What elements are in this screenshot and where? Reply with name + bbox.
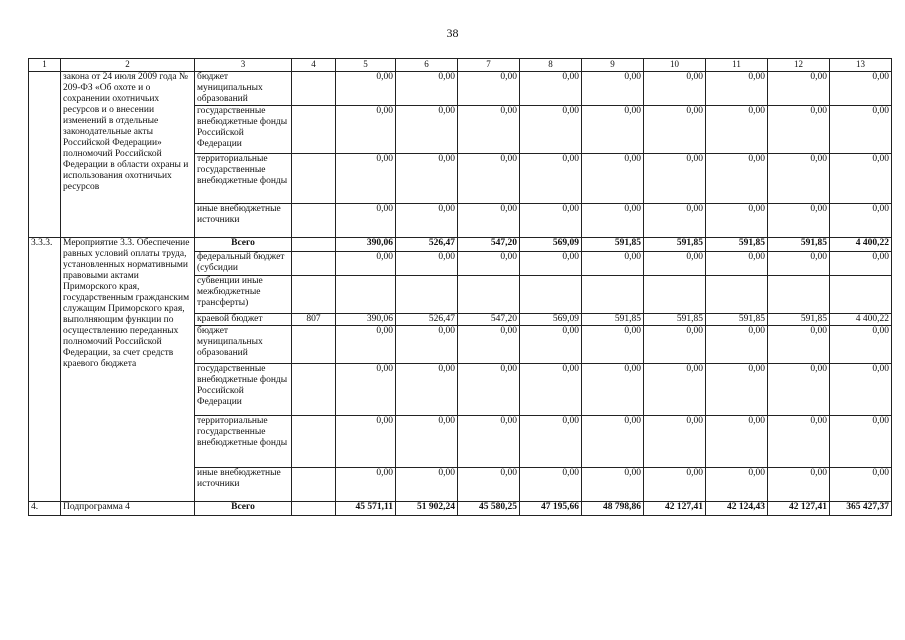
amount-cell: 0,00 <box>458 468 520 502</box>
amount-cell <box>768 276 830 314</box>
column-number: 4 <box>292 59 336 72</box>
amount-cell: 0,00 <box>582 364 644 416</box>
amount-cell: 0,00 <box>830 72 892 106</box>
amount-cell: 0,00 <box>706 204 768 238</box>
amount-cell: 0,00 <box>520 468 582 502</box>
amount-cell: 0,00 <box>706 326 768 364</box>
amount-cell: 0,00 <box>644 204 706 238</box>
amount-cell: 0,00 <box>582 204 644 238</box>
amount-cell: 0,00 <box>458 204 520 238</box>
budget-code-cell <box>292 238 336 252</box>
amount-cell: 47 195,66 <box>520 502 582 516</box>
amount-cell: 0,00 <box>396 364 458 416</box>
amount-cell: 591,85 <box>768 314 830 326</box>
table-row <box>29 502 892 516</box>
budget-code-cell <box>292 468 336 502</box>
amount-cell: 0,00 <box>336 154 396 204</box>
amount-cell: 0,00 <box>458 72 520 106</box>
amount-cell: 0,00 <box>336 326 396 364</box>
amount-cell <box>458 276 520 314</box>
amount-cell: 0,00 <box>582 468 644 502</box>
amount-cell: 4 400,22 <box>830 238 892 252</box>
item-description-cell: Мероприятие 3.3. Обеспечение равных условий оплаты труда, установленных нормативными правовыми актами Приморского края, государственным гражданским служащим Приморского края, выполняющим функции по осуществлению переданных полномочий Российской Федерации, за счет средств краевого бюджета <box>61 238 195 502</box>
amount-cell: 0,00 <box>644 154 706 204</box>
funding-source-cell: Всего <box>195 238 292 252</box>
amount-cell: 591,85 <box>644 314 706 326</box>
amount-cell: 42 127,41 <box>768 502 830 516</box>
amount-cell: 0,00 <box>458 326 520 364</box>
amount-cell: 0,00 <box>706 468 768 502</box>
amount-cell: 0,00 <box>458 416 520 468</box>
amount-cell: 569,09 <box>520 238 582 252</box>
budget-code-cell <box>292 326 336 364</box>
amount-cell: 0,00 <box>706 364 768 416</box>
amount-cell: 0,00 <box>768 204 830 238</box>
amount-cell: 0,00 <box>768 468 830 502</box>
amount-cell: 4 400,22 <box>830 314 892 326</box>
amount-cell: 0,00 <box>644 364 706 416</box>
funding-source-cell: федеральный бюджет (субсидии <box>195 252 292 276</box>
amount-cell: 0,00 <box>644 252 706 276</box>
amount-cell: 0,00 <box>830 252 892 276</box>
amount-cell: 0,00 <box>336 364 396 416</box>
amount-cell: 0,00 <box>830 416 892 468</box>
amount-cell: 0,00 <box>520 364 582 416</box>
amount-cell: 0,00 <box>644 416 706 468</box>
column-number: 8 <box>520 59 582 72</box>
amount-cell: 0,00 <box>830 106 892 154</box>
budget-code-cell <box>292 252 336 276</box>
amount-cell: 591,85 <box>706 314 768 326</box>
amount-cell: 0,00 <box>706 154 768 204</box>
amount-cell: 0,00 <box>458 106 520 154</box>
amount-cell: 0,00 <box>458 364 520 416</box>
amount-cell: 0,00 <box>830 154 892 204</box>
funding-source-cell: бюджет муниципальных образований <box>195 326 292 364</box>
amount-cell: 0,00 <box>644 106 706 154</box>
amount-cell: 0,00 <box>336 106 396 154</box>
amount-cell <box>520 276 582 314</box>
amount-cell: 0,00 <box>768 416 830 468</box>
amount-cell: 547,20 <box>458 314 520 326</box>
funding-source-cell: территориальные государственные внебюджетные фонды <box>195 154 292 204</box>
amount-cell: 0,00 <box>458 154 520 204</box>
column-number: 9 <box>582 59 644 72</box>
amount-cell: 0,00 <box>396 106 458 154</box>
budget-code-cell <box>292 72 336 106</box>
table-row <box>29 238 892 252</box>
amount-cell: 0,00 <box>396 326 458 364</box>
amount-cell: 0,00 <box>336 252 396 276</box>
amount-cell: 0,00 <box>520 252 582 276</box>
funding-source-cell: Всего <box>195 502 292 516</box>
amount-cell: 0,00 <box>582 106 644 154</box>
column-number: 3 <box>195 59 292 72</box>
funding-source-cell: иные внебюджетные источники <box>195 204 292 238</box>
item-number-cell: 3.3.3. <box>29 238 61 502</box>
column-number: 1 <box>29 59 61 72</box>
amount-cell: 0,00 <box>396 252 458 276</box>
column-number: 6 <box>396 59 458 72</box>
amount-cell: 0,00 <box>458 252 520 276</box>
amount-cell: 0,00 <box>396 468 458 502</box>
amount-cell: 0,00 <box>830 204 892 238</box>
budget-table <box>28 58 892 516</box>
budget-code-cell <box>292 502 336 516</box>
amount-cell: 591,85 <box>768 238 830 252</box>
amount-cell: 0,00 <box>336 468 396 502</box>
amount-cell: 365 427,37 <box>830 502 892 516</box>
budget-code-cell: 807 <box>292 314 336 326</box>
amount-cell: 0,00 <box>520 154 582 204</box>
amount-cell <box>582 276 644 314</box>
amount-cell: 0,00 <box>520 326 582 364</box>
funding-source-cell: территориальные государственные внебюджетные фонды <box>195 416 292 468</box>
amount-cell <box>830 276 892 314</box>
column-number-row <box>29 59 892 72</box>
amount-cell: 0,00 <box>582 72 644 106</box>
table-row <box>29 72 892 106</box>
amount-cell: 42 124,43 <box>706 502 768 516</box>
column-number: 12 <box>768 59 830 72</box>
amount-cell: 591,85 <box>582 238 644 252</box>
amount-cell: 0,00 <box>768 154 830 204</box>
amount-cell <box>706 276 768 314</box>
amount-cell: 45 571,11 <box>336 502 396 516</box>
amount-cell: 0,00 <box>582 252 644 276</box>
amount-cell: 591,85 <box>644 238 706 252</box>
funding-source-cell: субвенции иные межбюджетные трансферты) <box>195 276 292 314</box>
amount-cell: 0,00 <box>520 106 582 154</box>
amount-cell: 0,00 <box>520 416 582 468</box>
item-number-cell <box>29 72 61 238</box>
budget-code-cell <box>292 106 336 154</box>
amount-cell: 0,00 <box>520 204 582 238</box>
amount-cell: 0,00 <box>706 106 768 154</box>
amount-cell <box>336 276 396 314</box>
item-description-cell: закона от 24 июля 2009 года № 209-ФЗ «Об охоте и о сохранении охотничьих ресурсов и о внесении изменений в отдельные законодательные акты Российской Федерации» полномочий Российской Федерации в области охраны и использования охотничьих ресурсов <box>61 72 195 238</box>
amount-cell: 0,00 <box>396 154 458 204</box>
amount-cell: 390,06 <box>336 238 396 252</box>
amount-cell: 0,00 <box>830 326 892 364</box>
amount-cell: 0,00 <box>768 72 830 106</box>
amount-cell: 390,06 <box>336 314 396 326</box>
item-description-cell: Подпрограмма 4 <box>61 502 195 516</box>
budget-code-cell <box>292 204 336 238</box>
budget-code-cell <box>292 364 336 416</box>
amount-cell: 0,00 <box>768 252 830 276</box>
amount-cell: 0,00 <box>830 364 892 416</box>
column-number: 11 <box>706 59 768 72</box>
amount-cell: 526,47 <box>396 238 458 252</box>
funding-source-cell: краевой бюджет <box>195 314 292 326</box>
amount-cell: 569,09 <box>520 314 582 326</box>
amount-cell: 0,00 <box>768 106 830 154</box>
funding-source-cell: государственные внебюджетные фонды Российской Федерации <box>195 106 292 154</box>
amount-cell: 0,00 <box>582 154 644 204</box>
column-number: 13 <box>830 59 892 72</box>
amount-cell: 42 127,41 <box>644 502 706 516</box>
amount-cell <box>396 276 458 314</box>
amount-cell: 0,00 <box>768 364 830 416</box>
budget-code-cell <box>292 154 336 204</box>
amount-cell: 591,85 <box>706 238 768 252</box>
item-number-cell: 4. <box>29 502 61 516</box>
amount-cell: 0,00 <box>644 468 706 502</box>
column-number: 10 <box>644 59 706 72</box>
amount-cell: 0,00 <box>644 72 706 106</box>
funding-source-cell: бюджет муниципальных образований <box>195 72 292 106</box>
column-number: 7 <box>458 59 520 72</box>
amount-cell: 0,00 <box>706 252 768 276</box>
amount-cell: 51 902,24 <box>396 502 458 516</box>
page-number: 38 <box>446 26 459 40</box>
amount-cell: 0,00 <box>336 72 396 106</box>
amount-cell: 0,00 <box>396 204 458 238</box>
amount-cell <box>644 276 706 314</box>
funding-source-cell: государственные внебюджетные фонды Российской Федерации <box>195 364 292 416</box>
amount-cell: 0,00 <box>520 72 582 106</box>
amount-cell: 0,00 <box>582 326 644 364</box>
amount-cell: 0,00 <box>644 326 706 364</box>
amount-cell: 45 580,25 <box>458 502 520 516</box>
amount-cell: 547,20 <box>458 238 520 252</box>
funding-source-cell: иные внебюджетные источники <box>195 468 292 502</box>
column-number: 2 <box>61 59 195 72</box>
column-number: 5 <box>336 59 396 72</box>
amount-cell: 0,00 <box>706 72 768 106</box>
budget-code-cell <box>292 276 336 314</box>
amount-cell: 591,85 <box>582 314 644 326</box>
amount-cell: 0,00 <box>396 416 458 468</box>
amount-cell: 48 798,86 <box>582 502 644 516</box>
amount-cell: 526,47 <box>396 314 458 326</box>
amount-cell: 0,00 <box>768 326 830 364</box>
amount-cell: 0,00 <box>830 468 892 502</box>
amount-cell: 0,00 <box>396 72 458 106</box>
amount-cell: 0,00 <box>706 416 768 468</box>
amount-cell: 0,00 <box>582 416 644 468</box>
amount-cell: 0,00 <box>336 204 396 238</box>
budget-code-cell <box>292 416 336 468</box>
amount-cell: 0,00 <box>336 416 396 468</box>
